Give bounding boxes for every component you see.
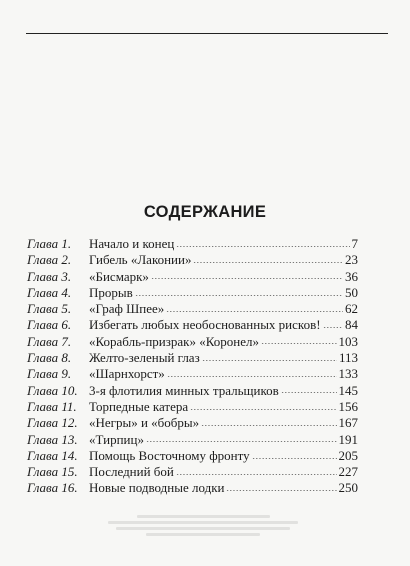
chapter-number: Глава 13. (27, 431, 78, 447)
toc-entry (27, 301, 358, 317)
chapter-number: Глава 10. (27, 382, 78, 398)
dot-leader (151, 278, 343, 279)
page-number: 205 (338, 447, 358, 463)
page-number: 250 (338, 480, 358, 496)
chapter-title: «Тирпиц» (89, 431, 144, 447)
chapter-number: Глава 11. (27, 398, 77, 414)
chapter-number: Глава 8. (27, 350, 72, 366)
chapter-number: Глава 3. (27, 268, 72, 284)
dot-leader (193, 262, 343, 263)
dot-leader (226, 490, 336, 491)
chapter-title: Помощь Восточному фронту (89, 447, 250, 463)
page-number: 227 (338, 464, 358, 480)
toc-entry (27, 252, 358, 268)
dot-leader (252, 458, 337, 459)
chapter-title: Начало и конец (89, 236, 175, 251)
header-rule (26, 33, 388, 34)
page-number: 191 (338, 431, 358, 447)
chapter-title: Гибель «Лаконии» (89, 252, 192, 268)
dot-leader (281, 392, 337, 393)
toc-entry (27, 317, 358, 333)
toc-entry (27, 334, 358, 350)
chapter-number: Глава 4. (27, 284, 72, 300)
page-number: 167 (338, 415, 358, 431)
chapter-number: Глава 2. (27, 252, 72, 268)
chapter-title: Желто-зеленый глаз (89, 350, 200, 366)
toc-entry (27, 480, 358, 496)
dot-leader (201, 425, 336, 426)
chapter-title: «Граф Шпее» (89, 301, 165, 317)
chapter-title: «Шарнхорст» (89, 366, 165, 382)
toc-entry (27, 269, 358, 285)
page-number: 84 (345, 317, 358, 333)
toc-entry (27, 464, 358, 480)
chapter-number: Глава 15. (27, 464, 78, 480)
dot-leader (176, 246, 349, 247)
chapter-number: Глава 5. (27, 301, 72, 317)
chapter-title: 3-я флотилия минных тральщиков (89, 382, 279, 398)
dot-leader (323, 327, 343, 328)
contents-heading: СОДЕРЖАНИЕ (143, 203, 267, 221)
chapter-number: Глава 7. (27, 333, 72, 349)
chapter-title: «Корабль-призрак» «Коронел» (89, 333, 259, 349)
page-number: 103 (338, 333, 358, 349)
toc-entry (27, 399, 358, 415)
table-of-contents (27, 236, 358, 497)
dot-leader (190, 409, 336, 410)
page-number: 7 (351, 236, 358, 251)
page-number: 23 (345, 252, 358, 268)
toc-entry (27, 350, 358, 366)
chapter-number: Глава 14. (27, 447, 78, 463)
toc-entry (27, 383, 358, 399)
page-number: 113 (338, 350, 358, 366)
toc-entry (27, 415, 358, 431)
chapter-number: Глава 6. (27, 317, 72, 333)
chapter-number: Глава 9. (27, 366, 72, 382)
toc-entry (27, 285, 358, 301)
dot-leader (146, 441, 337, 442)
page-number: 50 (345, 284, 358, 300)
bleed-through-imprint (108, 512, 298, 556)
chapter-title: Прорыв (89, 284, 133, 300)
dot-leader (135, 295, 343, 296)
chapter-title: «Бисмарк» (89, 268, 149, 284)
chapter-title: «Негры» и «бобры» (89, 415, 200, 431)
dot-leader (176, 474, 337, 475)
chapter-title: Избегать любых необоснованных рисков! (89, 317, 321, 333)
page-number: 62 (345, 301, 358, 317)
dot-leader (261, 343, 337, 344)
page-number: 133 (338, 366, 358, 382)
chapter-title: Торпедные катера (89, 398, 189, 414)
dot-leader (166, 311, 343, 312)
toc-entry (27, 448, 358, 464)
page-number: 36 (345, 268, 358, 284)
toc-entry (27, 366, 358, 382)
toc-entry (27, 432, 358, 448)
page-number: 145 (338, 382, 358, 398)
chapter-title: Последний бой (89, 464, 174, 480)
page-number: 156 (338, 398, 358, 414)
chapter-number: Глава 12. (27, 415, 78, 431)
chapter-title: Новые подводные лодки (89, 480, 225, 496)
chapter-number: Глава 1. (27, 236, 72, 251)
toc-entry (27, 236, 358, 252)
chapter-number: Глава 16. (27, 480, 78, 496)
dot-leader (202, 360, 337, 361)
dot-leader (167, 376, 337, 377)
